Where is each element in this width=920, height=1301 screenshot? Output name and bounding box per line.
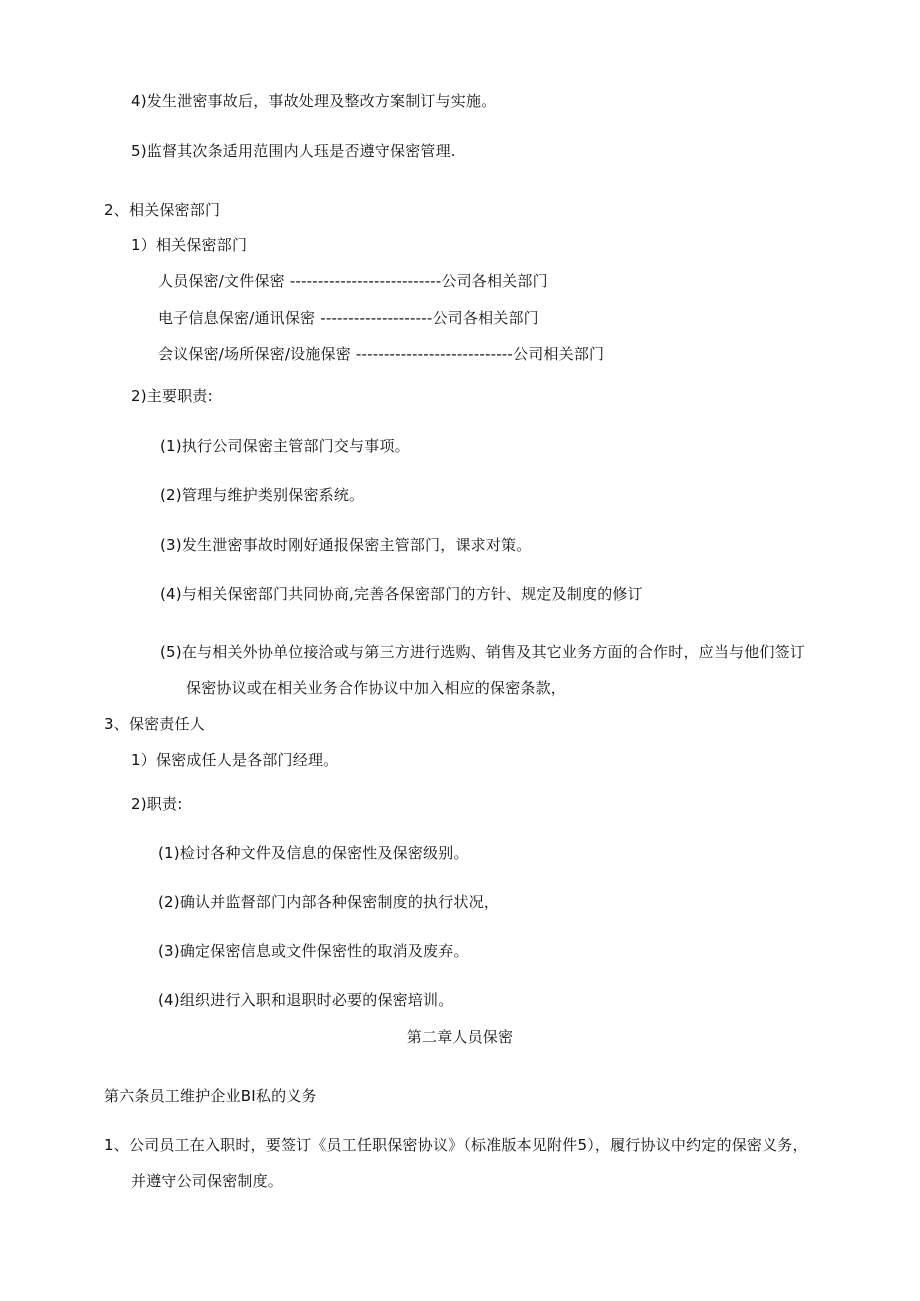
responsible-person-statement: 1）保密成任人是各部门经理。 [131,751,339,769]
duty-item-4: 4)发生泄密事故后，事故处理及整改方案制订与实施。 [131,92,497,110]
subheading-main-duties: 2)主要职责: [131,387,213,405]
article-heading: 第六条员工维护企业BI私的义务 [104,1087,317,1105]
chapter-title: 第二章人员保密 [406,1028,514,1046]
department-mapping-electronic: 电子信息保密/通讯保密 --------------------公司各相关部门 [158,309,539,327]
section-heading-related-departments: 2、相关保密部门 [104,201,221,219]
main-duty-4: (4)与相关保密部门共同协商,完善各保密部门的方针、规定及制度的修订 [160,585,643,603]
duty-determine: (3)确定保密信息或文件保密性的取消及废弃。 [158,942,469,960]
main-duty-5-continued: 保密协议或在相关业务合作协议中加入相应的保密条款， [186,679,567,697]
main-duty-3: (3)发生泄密事故时刚好通报保密主管部门，课求对策。 [160,536,532,554]
article-item-1-continued: 并遵守公司保密制度。 [131,1172,284,1190]
duty-item-5: 5)监督其次条适用范围内人珏是否遵守保密管理. [131,142,456,160]
subheading-related-departments: 1）相关保密部门 [131,236,248,254]
duty-review: (1)检讨各种文件及信息的保密性及保密级别。 [158,844,469,862]
department-mapping-personnel: 人员保密/文件保密 ---------------------------公司各相关部门 [158,272,548,290]
subheading-duties: 2)职责: [131,795,183,813]
main-duty-1: (1)执行公司保密主管部门交与事项。 [160,437,410,455]
duty-training: (4)组织进行入职和退职时必要的保密培训。 [158,991,454,1009]
main-duty-5: (5)在与相关外协单位接洽或与第三方进行选购、销售及其它业务方面的合作时，应当与他们签订 [160,643,806,661]
section-heading-responsible-person: 3、保密责任人 [104,715,205,733]
main-duty-2: (2)管理与维护类别保密系统。 [160,486,365,504]
department-mapping-meeting: 会议保密/场所保密/设施保密 ----------------------------公司相关部门 [158,345,605,363]
duty-confirm: (2)确认并监督部门内部各种保密制度的执行状况， [158,893,500,911]
article-item-1: 1、公司员工在入职时，要签订《员工任职保密协议》（标准版本见附件5），履行协议中约定的保密义务， [104,1136,808,1154]
